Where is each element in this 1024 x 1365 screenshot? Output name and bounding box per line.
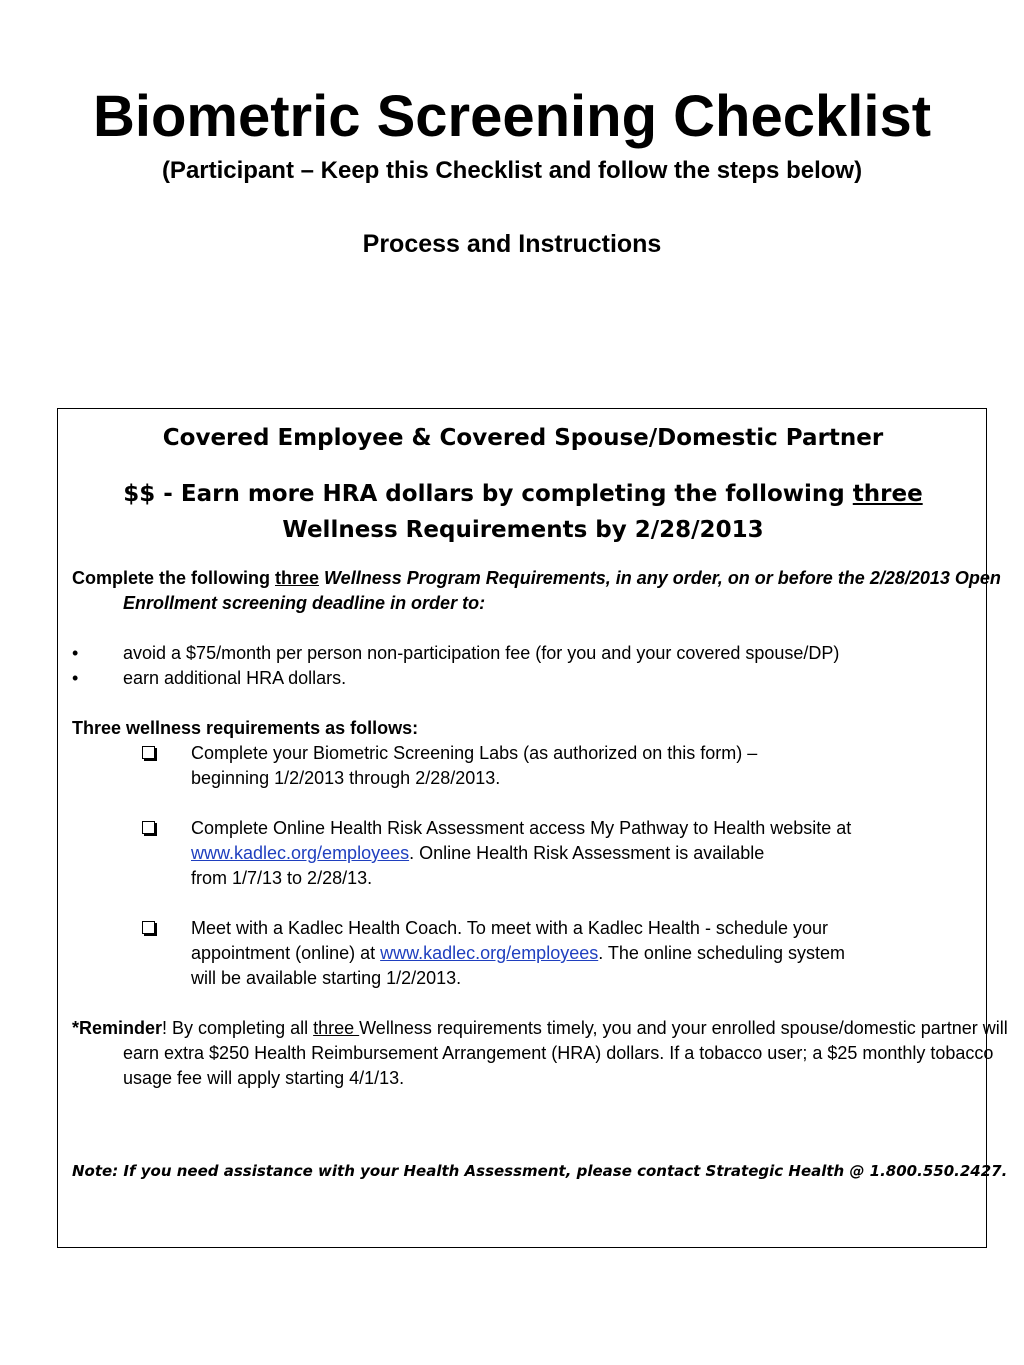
requirement-text — [191, 741, 757, 791]
requirements-box — [57, 408, 1008, 1248]
bullet-item — [72, 641, 967, 666]
bullet-text: earn additional HRA dollars. — [123, 668, 347, 688]
requirement-line: from 1/7/13 to 2/28/13. — [191, 868, 373, 888]
page-title: Biometric Screening Checklist — [92, 84, 932, 149]
box-heading: Covered Employee & Covered Spouse/Domestic Partner — [162, 425, 884, 451]
bullet-symbol: • — [72, 668, 79, 688]
note-text: Note: If you need assistance with your Health Assessment, please contact Strategic Health @ 1.800.550.2427. — [72, 1162, 1008, 1180]
requirement-line: Complete Online Health Risk Assessment access My Pathway to Health website at — [191, 818, 852, 838]
reminder-label: *Reminder — [72, 1018, 163, 1038]
earn-heading — [58, 476, 988, 548]
bullet-symbol: • — [72, 643, 79, 663]
section-heading: Process and Instructions — [362, 230, 662, 258]
requirement-item-biometric — [142, 741, 972, 791]
requirement-line: Meet with a Kadlec Health Coach. To meet with a Kadlec Health - schedule your — [191, 918, 829, 938]
reminder-text: ! By completing all — [162, 1018, 314, 1038]
earn-suffix: Wellness Requirements by 2/28/2013 — [282, 517, 764, 543]
reminder-paragraph — [72, 1016, 1018, 1091]
requirement-line: beginning 1/2/2013 through 2/28/2013. — [191, 768, 501, 788]
checkbox-icon[interactable] — [142, 741, 191, 791]
requirement-line: will be available starting 1/2/2013. — [191, 968, 462, 988]
checkbox-icon[interactable] — [142, 916, 191, 991]
requirement-line: Complete your Biometric Screening Labs (as authorized on this form) – — [191, 743, 758, 763]
requirement-line: appointment (online) at — [191, 943, 381, 963]
intro-prefix: Complete the following — [72, 568, 275, 588]
checkbox-icon[interactable] — [142, 816, 191, 891]
requirement-line: . Online Health Risk Assessment is available — [409, 843, 765, 863]
bullet-text: avoid a $75/month per person non-participation fee (for you and your covered spouse/DP) — [123, 643, 840, 663]
intro-paragraph — [72, 566, 1018, 616]
requirement-text — [191, 916, 845, 991]
requirements-heading: Three wellness requirements as follows: — [72, 718, 419, 738]
requirement-item-health-coach — [142, 916, 972, 991]
requirement-line: . The online scheduling system — [598, 943, 846, 963]
kadlec-employees-link[interactable]: www.kadlec.org/employees — [380, 943, 599, 963]
intro-underlined: three — [275, 568, 320, 588]
intro-italic: Wellness Program Requirements, in any order, on or before the 2/28/2013 Open Enrollment screening deadline in order to: — [123, 568, 1001, 613]
requirement-item-health-risk-assessment — [142, 816, 972, 891]
reminder-text: Wellness requirements timely, you and your enrolled spouse/domestic partner will earn extra $250 Health Reimbursement Arrangement (HRA) dollars. If a tobacco user; a $25 monthly tobacco usage fee will apply starting 4/1/13. — [123, 1018, 1008, 1088]
earn-underlined: three — [852, 481, 923, 507]
kadlec-employees-link[interactable]: www.kadlec.org/employees — [191, 843, 410, 863]
reminder-underlined: three — [313, 1018, 360, 1038]
earn-prefix: $$ - Earn more HRA dollars by completing the following — [123, 481, 853, 507]
page-subtitle: (Participant – Keep this Checklist and follow the steps below) — [161, 157, 863, 184]
requirement-text — [191, 816, 851, 891]
bullet-item — [72, 666, 967, 691]
